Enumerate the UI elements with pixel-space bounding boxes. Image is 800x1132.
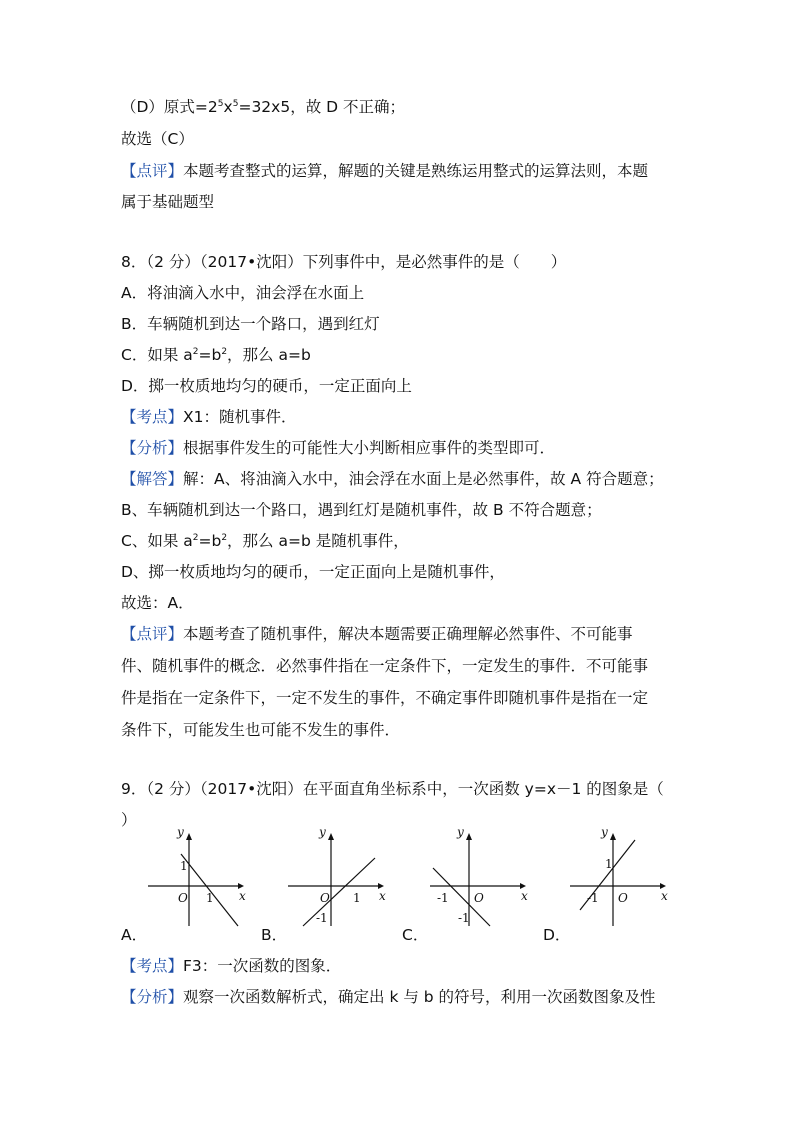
svg-text:y: y	[601, 825, 608, 839]
q8-jieda-line-4: D、掷一枚质地均匀的硬币，一定正面向上是随机事件，	[121, 563, 505, 581]
q8-stem: 8．（2 分）（2017•沈阳）下列事件中，是必然事件的是（ ）	[121, 253, 567, 271]
svg-text:y: y	[177, 825, 184, 839]
svg-text:x: x	[521, 889, 528, 903]
q8-dianping-line-3: 件是指在一定条件下，一定不发生的事件，不确定事件即随机事件是指在一定	[121, 689, 649, 707]
q8-jieda-line-1: 【解答】解：A、将油滴入水中，油会浮在水面上是必然事件，故 A 符合题意；	[121, 470, 664, 488]
svg-text:1: 1	[206, 891, 214, 905]
dianping-tag: 【点评】	[121, 625, 184, 643]
svg-text:O: O	[474, 891, 484, 905]
prev-comment-line-2: 属于基础题型	[121, 193, 215, 211]
q9-option-d: D．	[543, 926, 571, 944]
svg-text:-1: -1	[458, 911, 470, 925]
kaodian-tag: 【考点】	[121, 408, 184, 426]
graph-b	[283, 825, 403, 928]
svg-text:1: 1	[353, 891, 361, 905]
svg-text:x: x	[661, 889, 668, 903]
prev-option-d-line: （D）原式$=2^5x^5=32x5$，故 D 不正确；	[121, 98, 405, 116]
q8-dianping-line-1: 【点评】本题考查了随机事件，解决本题需要正确理解必然事件、不可能事	[121, 625, 633, 643]
q9-stem-line-1: 9．（2 分）（2017•沈阳）在平面直角坐标系中，一次函数 y=x－1 的图象是（	[121, 780, 664, 798]
fenxi-tag: 【分析】	[121, 988, 184, 1006]
q8-option-d: D．掷一枚质地均匀的硬币，一定正面向上	[121, 377, 412, 395]
svg-text:-1: -1	[587, 891, 599, 905]
q8-option-a: A．将油滴入水中，油会浮在水面上	[121, 284, 365, 302]
q9-kaodian: 【考点】F3：一次函数的图象．	[121, 957, 342, 975]
q8-choice: 故选：A．	[121, 594, 194, 612]
q8-dianping-line-2: 件、随机事件的概念．必然事件指在一定条件下，一定发生的事件．不可能事	[121, 657, 649, 675]
svg-text:1: 1	[605, 857, 613, 871]
q9-stem-line-2: ）	[121, 811, 137, 829]
graph-d	[565, 825, 685, 928]
comment-tag: 【点评】	[121, 162, 184, 180]
q8-option-b: B．车辆随机到达一个路口，遇到红灯	[121, 315, 380, 333]
graph-a	[143, 825, 263, 928]
svg-text:1: 1	[180, 859, 188, 873]
svg-text:-1: -1	[316, 911, 328, 925]
jieda-tag: 【解答】	[121, 470, 184, 488]
svg-text:y: y	[319, 825, 326, 839]
fenxi-tag: 【分析】	[121, 439, 184, 457]
svg-text:O: O	[320, 891, 330, 905]
q9-fenxi: 【分析】观察一次函数解析式，确定出 k 与 b 的符号，利用一次函数图象及性	[121, 988, 656, 1006]
kaodian-tag: 【考点】	[121, 957, 184, 975]
q9-option-c: C．	[402, 926, 429, 944]
q8-fenxi: 【分析】根据事件发生的可能性大小判断相应事件的类型即可．	[121, 439, 556, 457]
svg-text:O: O	[618, 891, 628, 905]
svg-text:-1: -1	[437, 891, 449, 905]
q9-option-b: B．	[261, 926, 288, 944]
svg-text:x: x	[379, 889, 386, 903]
q8-option-c: C．如果 $a^2=b^2$，那么 a=b	[121, 346, 311, 364]
svg-text:x: x	[239, 889, 246, 903]
q8-dianping-line-4: 条件下，可能发生也可能不发生的事件．	[121, 721, 401, 739]
svg-text:O: O	[178, 891, 188, 905]
prev-comment-line-1: 【点评】本题考查整式的运算，解题的关键是熟练运用整式的运算法则，本题	[121, 162, 649, 180]
q9-option-a: A．	[121, 926, 148, 944]
graph-c	[425, 825, 545, 928]
q8-jieda-line-3: C、如果 $a^2=b^2$，那么 a=b 是随机事件，	[121, 532, 409, 550]
svg-text:y: y	[457, 825, 464, 839]
q8-jieda-line-2: B、车辆随机到达一个路口，遇到红灯是随机事件，故 B 不符合题意；	[121, 501, 602, 519]
prev-choice: 故选（C）	[121, 130, 194, 148]
q8-kaodian: 【考点】X1：随机事件．	[121, 408, 297, 426]
